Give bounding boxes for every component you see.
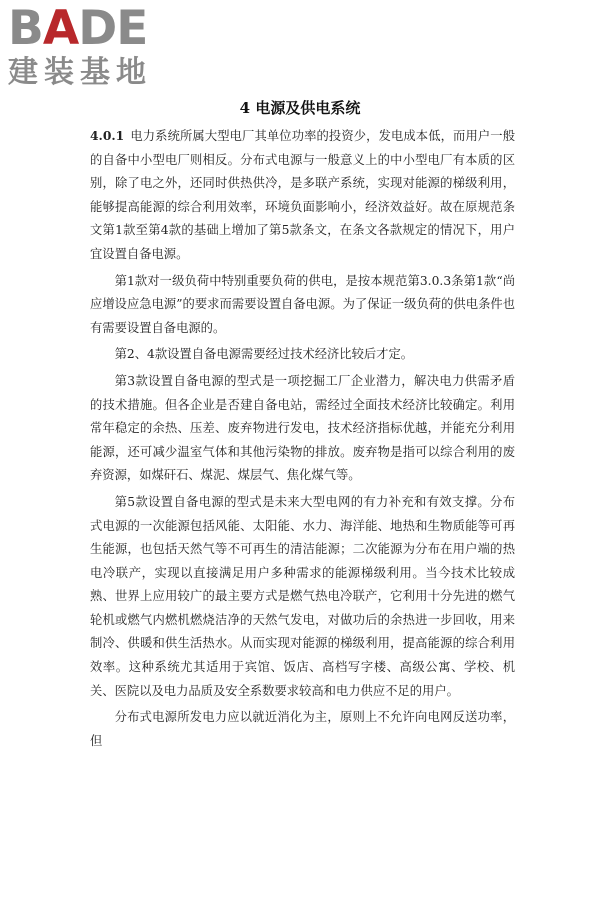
paragraph: 第3款设置自备电源的型式是一项挖掘工厂企业潜力，解决电力供需矛盾的技术措施。但各企业是否建自备电站，需经过全面技术经济比较确定。利用常年稳定的余热、压差、废弃物进行发电，技术经济指标优越，并能充分利用能源，还可减少温室气体和其他污染物的排放。废弃物是指可以综合利用的废弃资源，如煤矸石、煤泥、煤层气、焦化煤气等。 xyxy=(90,373,515,483)
brand-logo xyxy=(8,1,178,90)
document-body xyxy=(90,124,515,756)
paragraph: 第2、4款设置自备电源需要经过技术经济比较后才定。 xyxy=(114,347,414,362)
paragraph: 分布式电源所发电力应以就近消化为主，原则上不允许向电网反送功率，但 xyxy=(90,710,515,748)
paragraph: 第1款对一级负荷中特别重要负荷的供电，是按本规范第3.0.3条第1款“尚应增设应急电源”的要求而需要设置自备电源。为了保证一级负荷的供电条件也有需要设置自备电源的。 xyxy=(90,273,515,335)
paragraph: 第5款设置自备电源的型式是未来大型电网的有力补充和有效支撑。分布式电源的一次能源包括风能、太阳能、水力、海洋能、地热和生物质能等可再生能源，也包括天然气等不可再生的清洁能源；二次能源为分布在用户端的热电冷联产，实现以直接满足用户多种需求的能源梯级利用。当今技术比较成熟、世界上应用较广的最主要方式是燃气热电冷联产，它利用十分先进的燃气轮机或燃气内燃机燃烧洁净的天然气发电，对做功后的余热进一步回收，用来制冷、供暖和供生活热水。从而实现对能源的梯级利用，提高能源的综合利用效率。这种系统尤其适用于宾馆、饭店、高档写字楼、高级公寓、学校、机关、医院以及电力品质及安全系数要求较高和电力供应不足的用户。 xyxy=(90,494,515,698)
clause-number: 4.0.1 xyxy=(90,128,125,143)
logo-wordmark: BADE xyxy=(8,1,148,56)
logo-subtitle: 建装基地 xyxy=(8,55,152,90)
clause-paragraph: 4.0.1 电力系统所属大型电厂其单位功率的投资少，发电成本低，而用户一般的自备中小型电厂则相反。分布式电源与一般意义上的中小型电厂有本质的区别，除了电之外，还同时供热供冷，是多联产系统，实现对能源的梯级利用，能够提高能源的综合利用效率，环境负面影响小，经济效益好。故在原规范条文第1款至第4款的基础上增加了第5款条文，在条文各款规定的情况下，用户宜设置自备电源。 xyxy=(90,128,515,261)
section-title: 4 电源及供电系统 xyxy=(239,99,361,117)
